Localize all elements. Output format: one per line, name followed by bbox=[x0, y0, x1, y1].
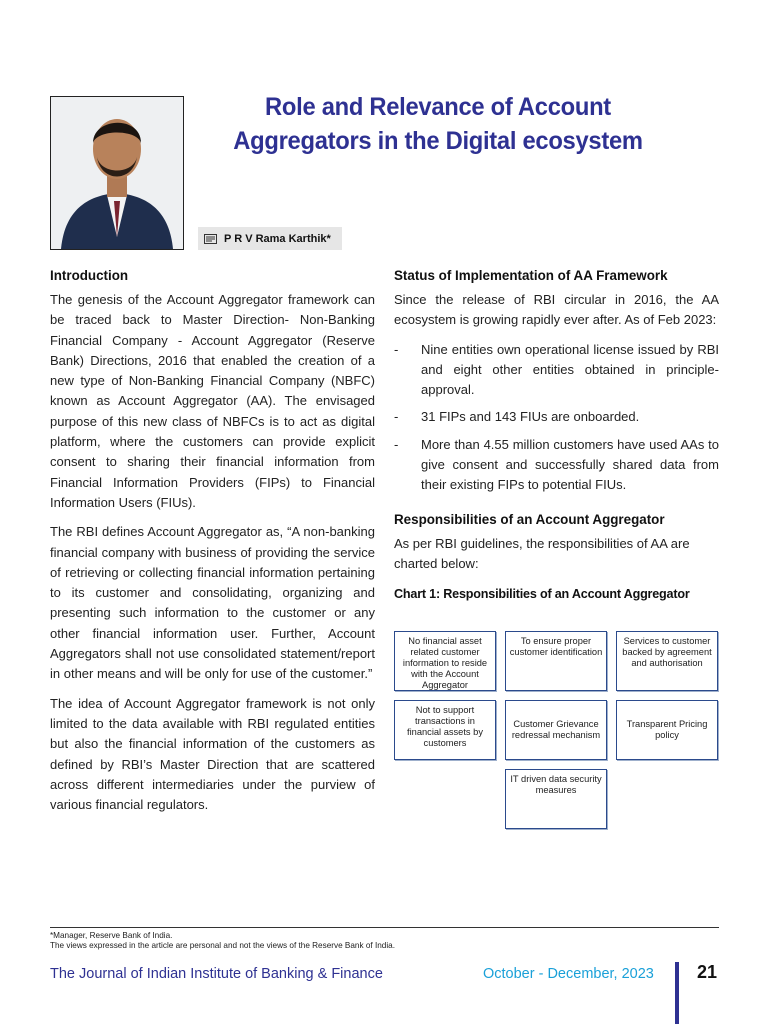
chart-title: Chart 1: Responsibilities of an Account Aggregator bbox=[394, 587, 690, 602]
right-column bbox=[394, 266, 719, 611]
title-line-1: Role and Relevance of Account bbox=[265, 93, 611, 121]
status-bullet-list bbox=[394, 340, 719, 496]
author-byline bbox=[198, 227, 342, 250]
status-intro: Since the release of RBI circular in 2016, the AA ecosystem is growing rapidly ever after. As of Feb 2023: bbox=[394, 292, 719, 328]
responsibilities-heading: Responsibilities of an Account Aggregator bbox=[394, 511, 665, 527]
intro-paragraph-1: The genesis of the Account Aggregator framework can be traced back to Master Direction- Non-Banking Financial Company - Account Aggregator (Reserve Bank) Directions, 2016 that enabled the creation of a new type of Non-Banking Financial Company (NBFC) known as Account Aggregator (AA). The envisaged purpose of this new class of NBFCs is to act as digital platform, where the customers can provide explicit consent to sharing their financial information from Financial Information Providers (FIPs) to Financial Information Users (FIUs). bbox=[50, 292, 375, 510]
chart-box-transparent-pricing: Transparent Pricing policy bbox=[616, 700, 718, 760]
page-number: 21 bbox=[697, 962, 718, 982]
bullet-marker: - bbox=[394, 341, 399, 357]
title-line-2: Aggregators in the Digital ecosystem bbox=[233, 127, 643, 155]
chart-box-grievance-redressal: Customer Grievance redressal mechanism bbox=[505, 700, 607, 760]
bullet-text: 31 FIPs and 143 FIUs are onboarded. bbox=[421, 409, 640, 425]
chart-box-customer-identification: To ensure proper customer identification bbox=[505, 631, 607, 691]
chart-box-no-transactions: Not to support transactions in financial assets by customers bbox=[394, 700, 496, 760]
journal-name: The Journal of Indian Institute of Banking & Finance bbox=[50, 966, 383, 982]
status-heading: Status of Implementation of AA Framework bbox=[394, 268, 668, 283]
footnote bbox=[50, 931, 719, 950]
list-item bbox=[394, 435, 719, 496]
footnote-line-2: The views expressed in the article are personal and not the views of the Reserve Bank of India. bbox=[50, 940, 395, 950]
bullet-text: Nine entities own operational license issued by RBI and eight other entities obtained in principle-approval. bbox=[421, 341, 719, 398]
author-portrait-icon bbox=[51, 97, 183, 249]
bullet-marker: - bbox=[394, 409, 399, 425]
left-column bbox=[50, 266, 375, 824]
author-name: P R V Rama Karthik* bbox=[224, 232, 331, 245]
bullet-marker: - bbox=[394, 436, 399, 452]
responsibilities-intro: As per RBI guidelines, the responsibilities of AA are charted below: bbox=[394, 535, 690, 571]
pen-icon bbox=[204, 233, 217, 244]
chart-box-data-security: IT driven data security measures bbox=[505, 769, 607, 829]
footnote-line-1: *Manager, Reserve Bank of India. bbox=[50, 931, 173, 940]
author-photo bbox=[50, 96, 184, 250]
intro-paragraph-2: The RBI defines Account Aggregator as, “A non-banking financial company with business of providing the service of retrieving or collecting financial information pertaining to its customer and consolidating, organizing and presenting such information to the customer or any other financial information user. Further, Account Aggregators shall not use consolidated statement/report in other means and will be only for use of the customer.” bbox=[50, 524, 375, 682]
list-item bbox=[394, 340, 719, 401]
intro-paragraph-3: The idea of Account Aggregator framework is not only limited to the data available with RBI regulated entities but also the financial information of the customers as defined by RBI’s Master Direction that are scattered across different intermediaries under the purview of various financial regulators. bbox=[50, 695, 375, 813]
footer-divider-bar bbox=[675, 962, 679, 1024]
list-item bbox=[394, 407, 719, 427]
chart-box-agreement-authorisation: Services to customer backed by agreement and authorisation bbox=[616, 631, 718, 691]
responsibilities-chart bbox=[394, 631, 720, 831]
introduction-heading: Introduction bbox=[50, 268, 129, 283]
chart-box-no-asset-info: No financial asset related customer information to reside with the Account Aggregator bbox=[394, 631, 496, 691]
footnote-divider bbox=[50, 927, 719, 928]
article-title bbox=[212, 90, 664, 158]
issue-date: October - December, 2023 bbox=[483, 966, 654, 982]
bullet-text: More than 4.55 million customers have used AAs to give consent and successfully shared data from their existing FIPs to potential FIUs. bbox=[421, 436, 719, 493]
